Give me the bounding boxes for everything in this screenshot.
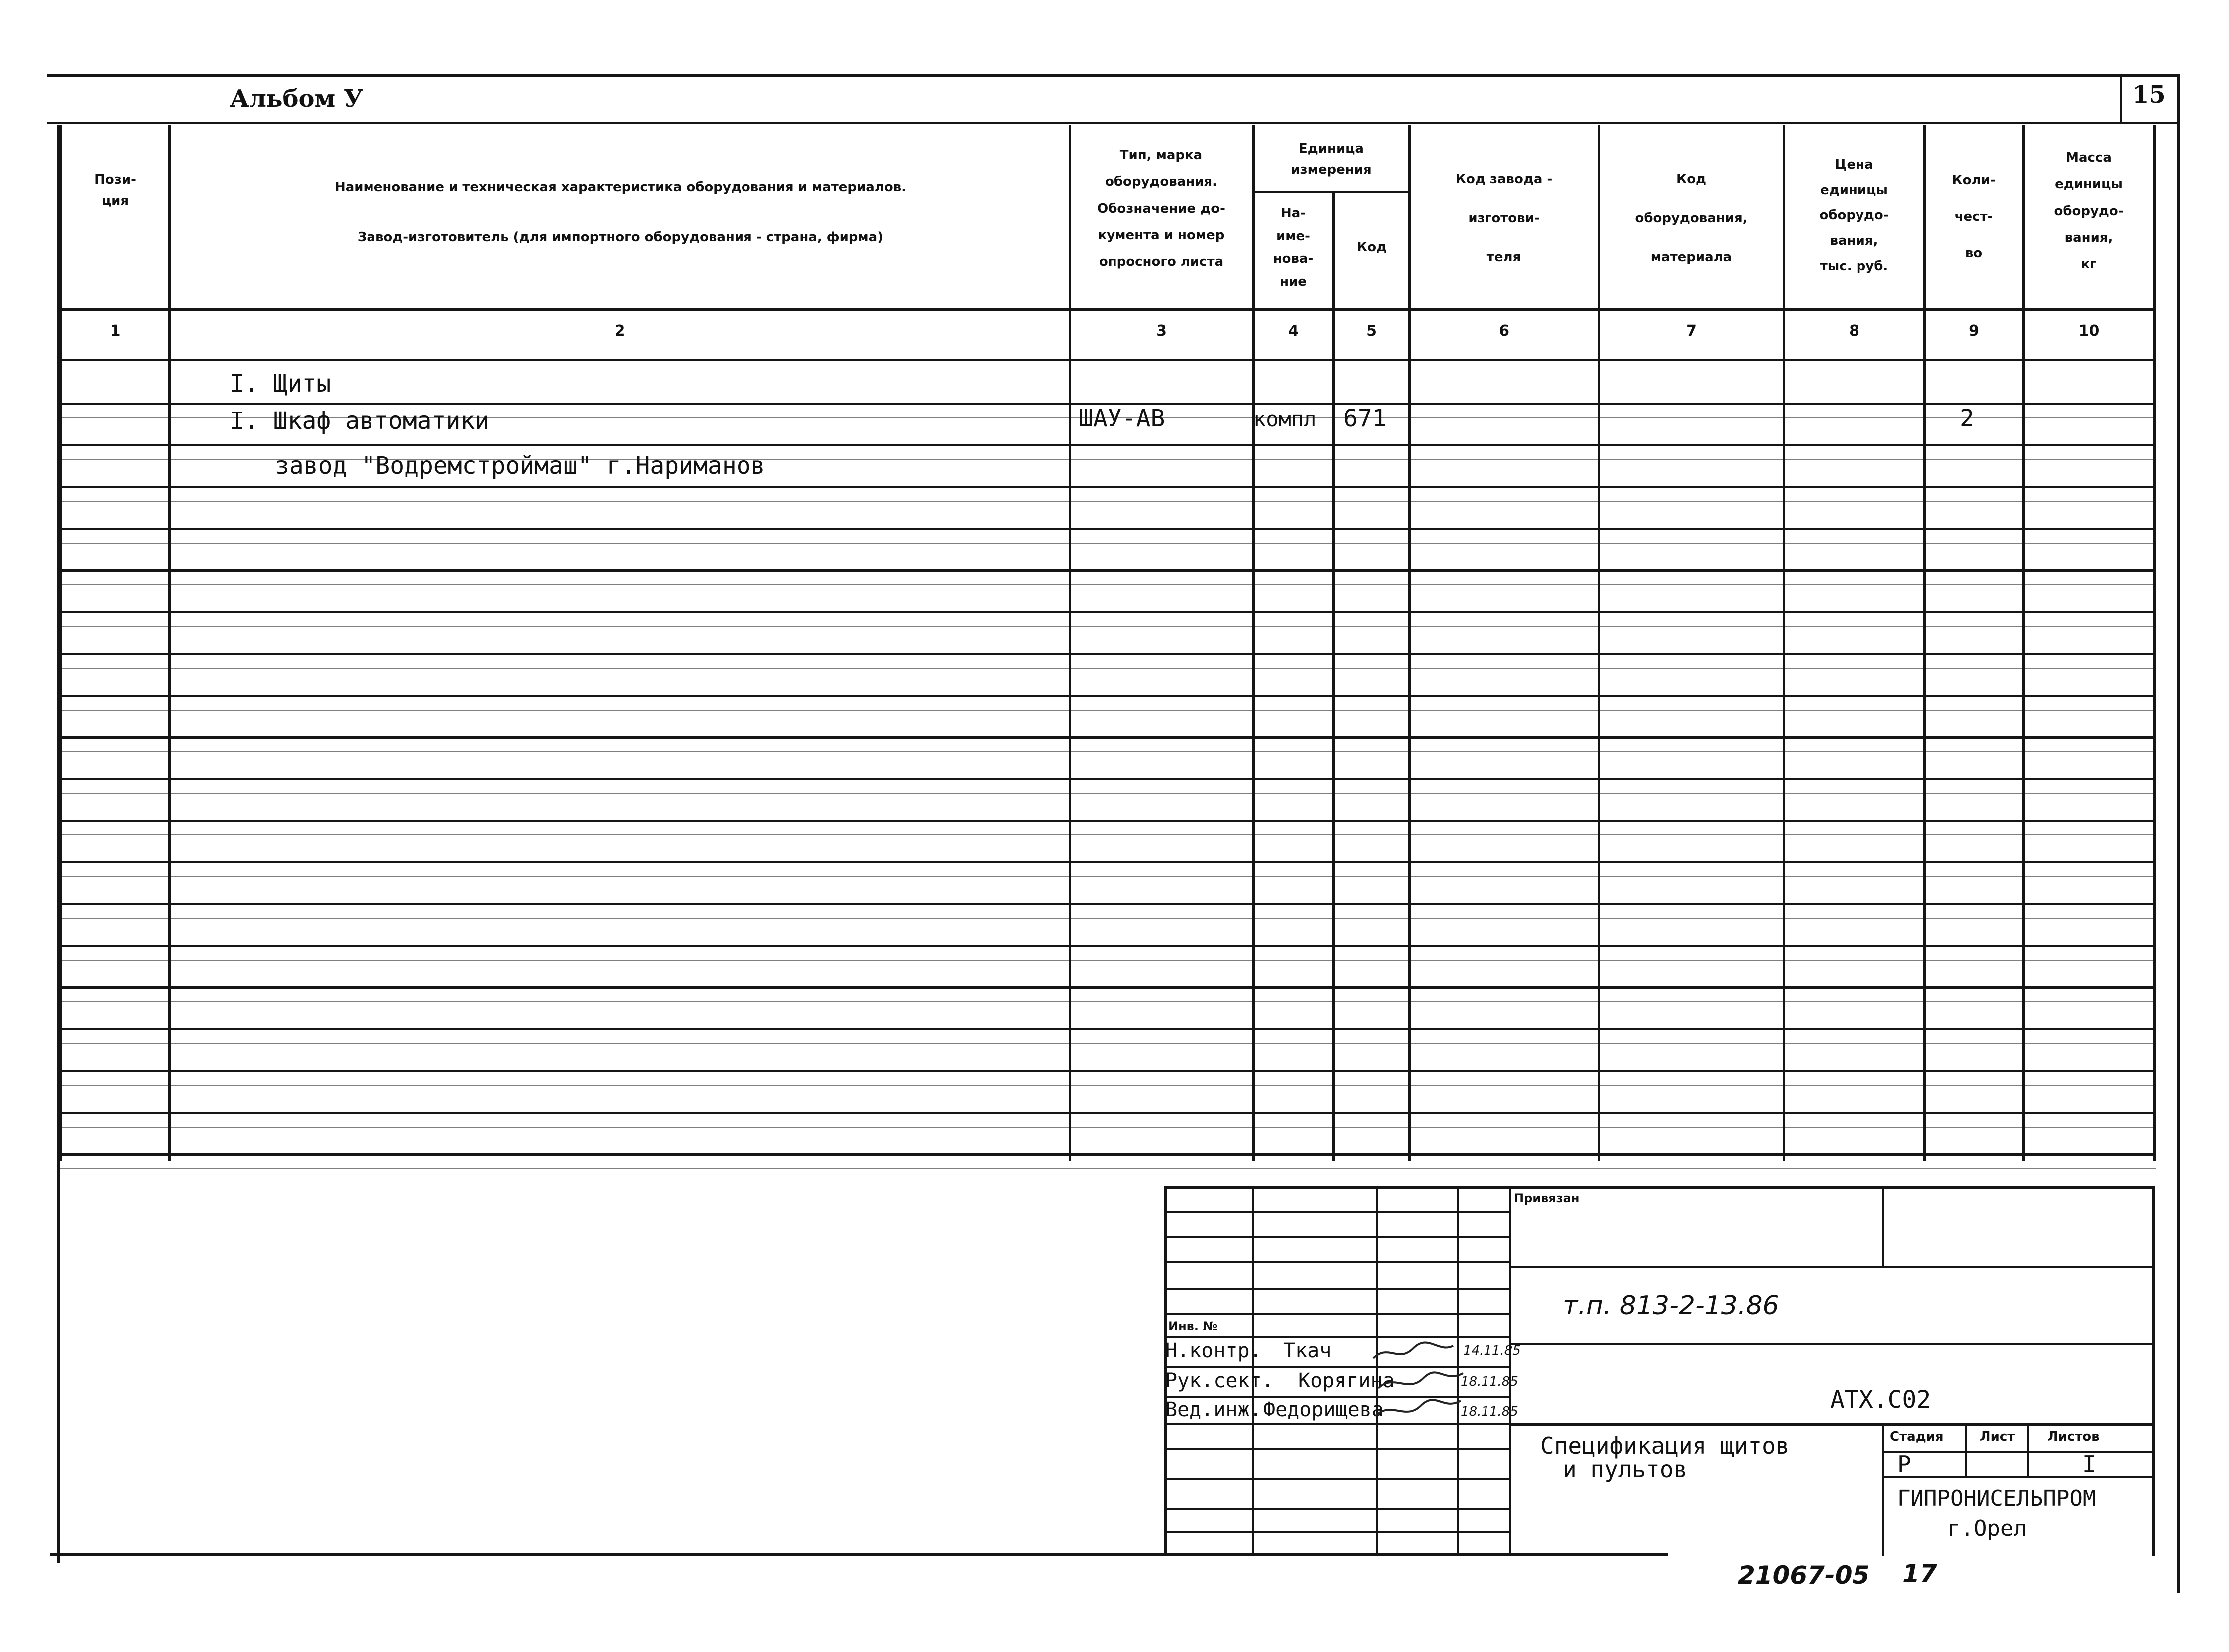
stamp-grid-line [1164, 1336, 1511, 1338]
stage-labels-line [1882, 1451, 2153, 1453]
table-row-line [60, 820, 2156, 822]
table-row-line-thin [60, 543, 2156, 544]
table-row-line [60, 653, 2156, 655]
stamp-grid-line [1164, 1508, 1511, 1510]
table-row-line [60, 778, 2156, 780]
table-row-line [60, 861, 2156, 863]
stage-values-line [1882, 1476, 2153, 1478]
header-name-line2: Завод-изготовитель (для импортного оборудования - страна, фирма) [357, 230, 884, 245]
stage-vline-2 [2027, 1423, 2029, 1476]
table-row-line-thin [60, 1168, 2156, 1169]
sheets-value: I [2082, 1451, 2096, 1478]
row-2-code: 671 [1343, 405, 1387, 432]
org-city: г.Орел [1947, 1516, 2027, 1541]
table-row-line [60, 986, 2156, 989]
col-number-9: 9 [1969, 322, 1979, 340]
row-1-name: I. Щиты [230, 370, 331, 398]
frame-top-line [47, 74, 2180, 77]
col-line-7 [1783, 125, 1785, 1161]
col-line-5 [1408, 125, 1411, 1161]
table-row-line [60, 528, 2156, 530]
stamp-grid-line [1164, 1478, 1511, 1480]
col-number-1: 1 [110, 322, 121, 340]
table-row-line-thin [60, 876, 2156, 877]
row-2-name: I. Шкаф автоматики [230, 407, 490, 435]
stamp-grid-line [1164, 1313, 1511, 1315]
code-bottom-line [1509, 1423, 2153, 1426]
stage-label: Стадия [1890, 1429, 1944, 1444]
sheet-label: Лист [1980, 1429, 2015, 1444]
signature-name-3: Федорищева [1263, 1398, 1384, 1421]
signature-date-1: 14.11.85 [1463, 1343, 1521, 1358]
doc-title-line2: и пультов [1563, 1456, 1688, 1483]
col-line-6 [1598, 125, 1600, 1161]
table-row-line [60, 695, 2156, 697]
col-number-5: 5 [1366, 322, 1377, 340]
header-factory-code: Код завода - изготови- теля [1455, 172, 1553, 265]
col-number-4: 4 [1288, 322, 1299, 340]
table-row-line [60, 611, 2156, 613]
stamp-grid-line [1164, 1531, 1511, 1533]
row-3-name: завод "Водремстроймаш" г.Нариманов [275, 452, 765, 480]
table-row-line [60, 486, 2156, 488]
col-line-2 [1069, 125, 1071, 1161]
title-block-right-line [2152, 1186, 2155, 1556]
col-line-10 [2153, 125, 2156, 1161]
unit-group-line [1253, 191, 1409, 193]
col-number-6: 6 [1499, 322, 1509, 340]
col-number-7: 7 [1686, 322, 1697, 340]
header-price: Цена единицы оборудо- вания, тыс. руб. [1819, 157, 1889, 274]
table-row-line-thin [60, 751, 2156, 752]
signature-scribble-1 [1373, 1343, 1453, 1358]
col-line-9 [2022, 125, 2025, 1161]
project-number: т.п. 813-2-13.86 [1563, 1291, 1779, 1321]
row-2-unit: компл [1253, 407, 1317, 431]
signature-scribbles [1368, 1338, 1518, 1428]
stamp-grid-line [1164, 1288, 1511, 1290]
table-row-line-thin [60, 1085, 2156, 1086]
signature-role-3: Вед.инж. [1165, 1398, 1262, 1421]
header-unit-code: Код [1356, 240, 1387, 255]
signature-scribble-2 [1378, 1372, 1463, 1388]
header-bottom-line [60, 308, 2156, 311]
table-row-line-thin [60, 960, 2156, 961]
stamp-grid-line [1164, 1261, 1511, 1263]
doc-code: АТХ.С02 [1830, 1386, 1931, 1414]
table-row-line [60, 945, 2156, 947]
project-bottom-line [1509, 1343, 2153, 1345]
frame-top-line-2 [47, 122, 2180, 124]
signature-name-1: Ткач [1283, 1339, 1332, 1362]
col-number-10: 10 [2078, 322, 2100, 340]
frame-right-line [2177, 75, 2180, 1593]
table-row-line-thin [60, 584, 2156, 585]
table-row-line [60, 903, 2156, 905]
col-line-0 [60, 125, 62, 1161]
signature-role-2: Рук.сект. [1165, 1369, 1274, 1392]
page-number: 15 [2132, 81, 2166, 109]
header-mass: Масса единицы оборудо- вания, кг [2054, 150, 2124, 272]
number-row-bottom-line [60, 359, 2156, 361]
footer-page: 17 [1902, 1559, 1937, 1588]
signature-date-3: 18.11.85 [1461, 1404, 1518, 1419]
table-row-line-thin [60, 1001, 2156, 1002]
attached-label: Привязан [1514, 1191, 1580, 1205]
signature-date-2: 18.11.85 [1461, 1374, 1518, 1389]
table-row-line-thin [60, 834, 2156, 835]
row-2-qty: 2 [1960, 405, 1974, 432]
frame-bottom-line [50, 1553, 1668, 1556]
table-row-line-thin [60, 668, 2156, 669]
org-name: ГИПРОНИСЕЛЬПРОМ [1897, 1486, 2096, 1511]
col-number-2: 2 [614, 322, 625, 340]
stage-block-left [1882, 1423, 1884, 1556]
table-row-line-thin [60, 793, 2156, 794]
table-row-line-thin [60, 1043, 2156, 1044]
col-number-8: 8 [1849, 322, 1859, 340]
header-unit-name: На- име- нова- ние [1273, 206, 1314, 289]
stamp-grid-line [1164, 1236, 1511, 1238]
stage-vline-1 [1965, 1423, 1967, 1476]
table-row-line-thin [60, 626, 2156, 627]
table-row-line [60, 1153, 2156, 1156]
sheets-label: Листов [2047, 1429, 2100, 1444]
footer-note: 21067-05 [1738, 1561, 1870, 1590]
page-number-box-left [2120, 75, 2122, 123]
table-row-line-thin [60, 710, 2156, 711]
stamp-grid-line [1164, 1211, 1511, 1213]
table-row-line [60, 1112, 2156, 1114]
header-unit-group: Единица измерения [1291, 141, 1372, 177]
table-row-line [60, 1070, 2156, 1072]
album-label: Альбом У [230, 85, 363, 113]
table-row-line [60, 736, 2156, 739]
title-block-top-line [1164, 1186, 2153, 1189]
stage-value: Р [1897, 1451, 1911, 1478]
table-row-line [60, 1028, 2156, 1030]
attached-bottom-line [1509, 1266, 2153, 1268]
table-row-line [60, 444, 2156, 446]
col-line-1 [168, 125, 171, 1161]
table-row-line-thin [60, 918, 2156, 919]
table-row-line [60, 569, 2156, 572]
stamp-grid-line [1164, 1448, 1511, 1450]
table-row-line-thin [60, 1127, 2156, 1128]
attached-divider [1882, 1186, 1884, 1266]
header-position: Пози- ция [94, 172, 136, 208]
col-line-8 [1923, 125, 1926, 1161]
header-type: Тип, марка оборудования. Обозначение до- кумента и номер опросного листа [1097, 148, 1225, 270]
header-name-line1: Наименование и техническая характеристика оборудования и материалов. [334, 180, 907, 195]
header-equipment-code: Код оборудования, материала [1635, 172, 1748, 265]
table-row-line-thin [60, 501, 2156, 502]
header-quantity: Коли- чест- во [1952, 173, 1996, 261]
doc-title-line1: Спецификация щитов [1540, 1432, 1790, 1459]
inv-label: Инв. № [1168, 1319, 1218, 1333]
signature-name-2: Корягина [1298, 1369, 1395, 1392]
row-2-type: ШАУ-АВ [1079, 405, 1165, 432]
col-number-3: 3 [1156, 322, 1167, 340]
signature-scribble-3 [1376, 1400, 1461, 1416]
signature-role-1: Н.контр. [1165, 1339, 1262, 1362]
